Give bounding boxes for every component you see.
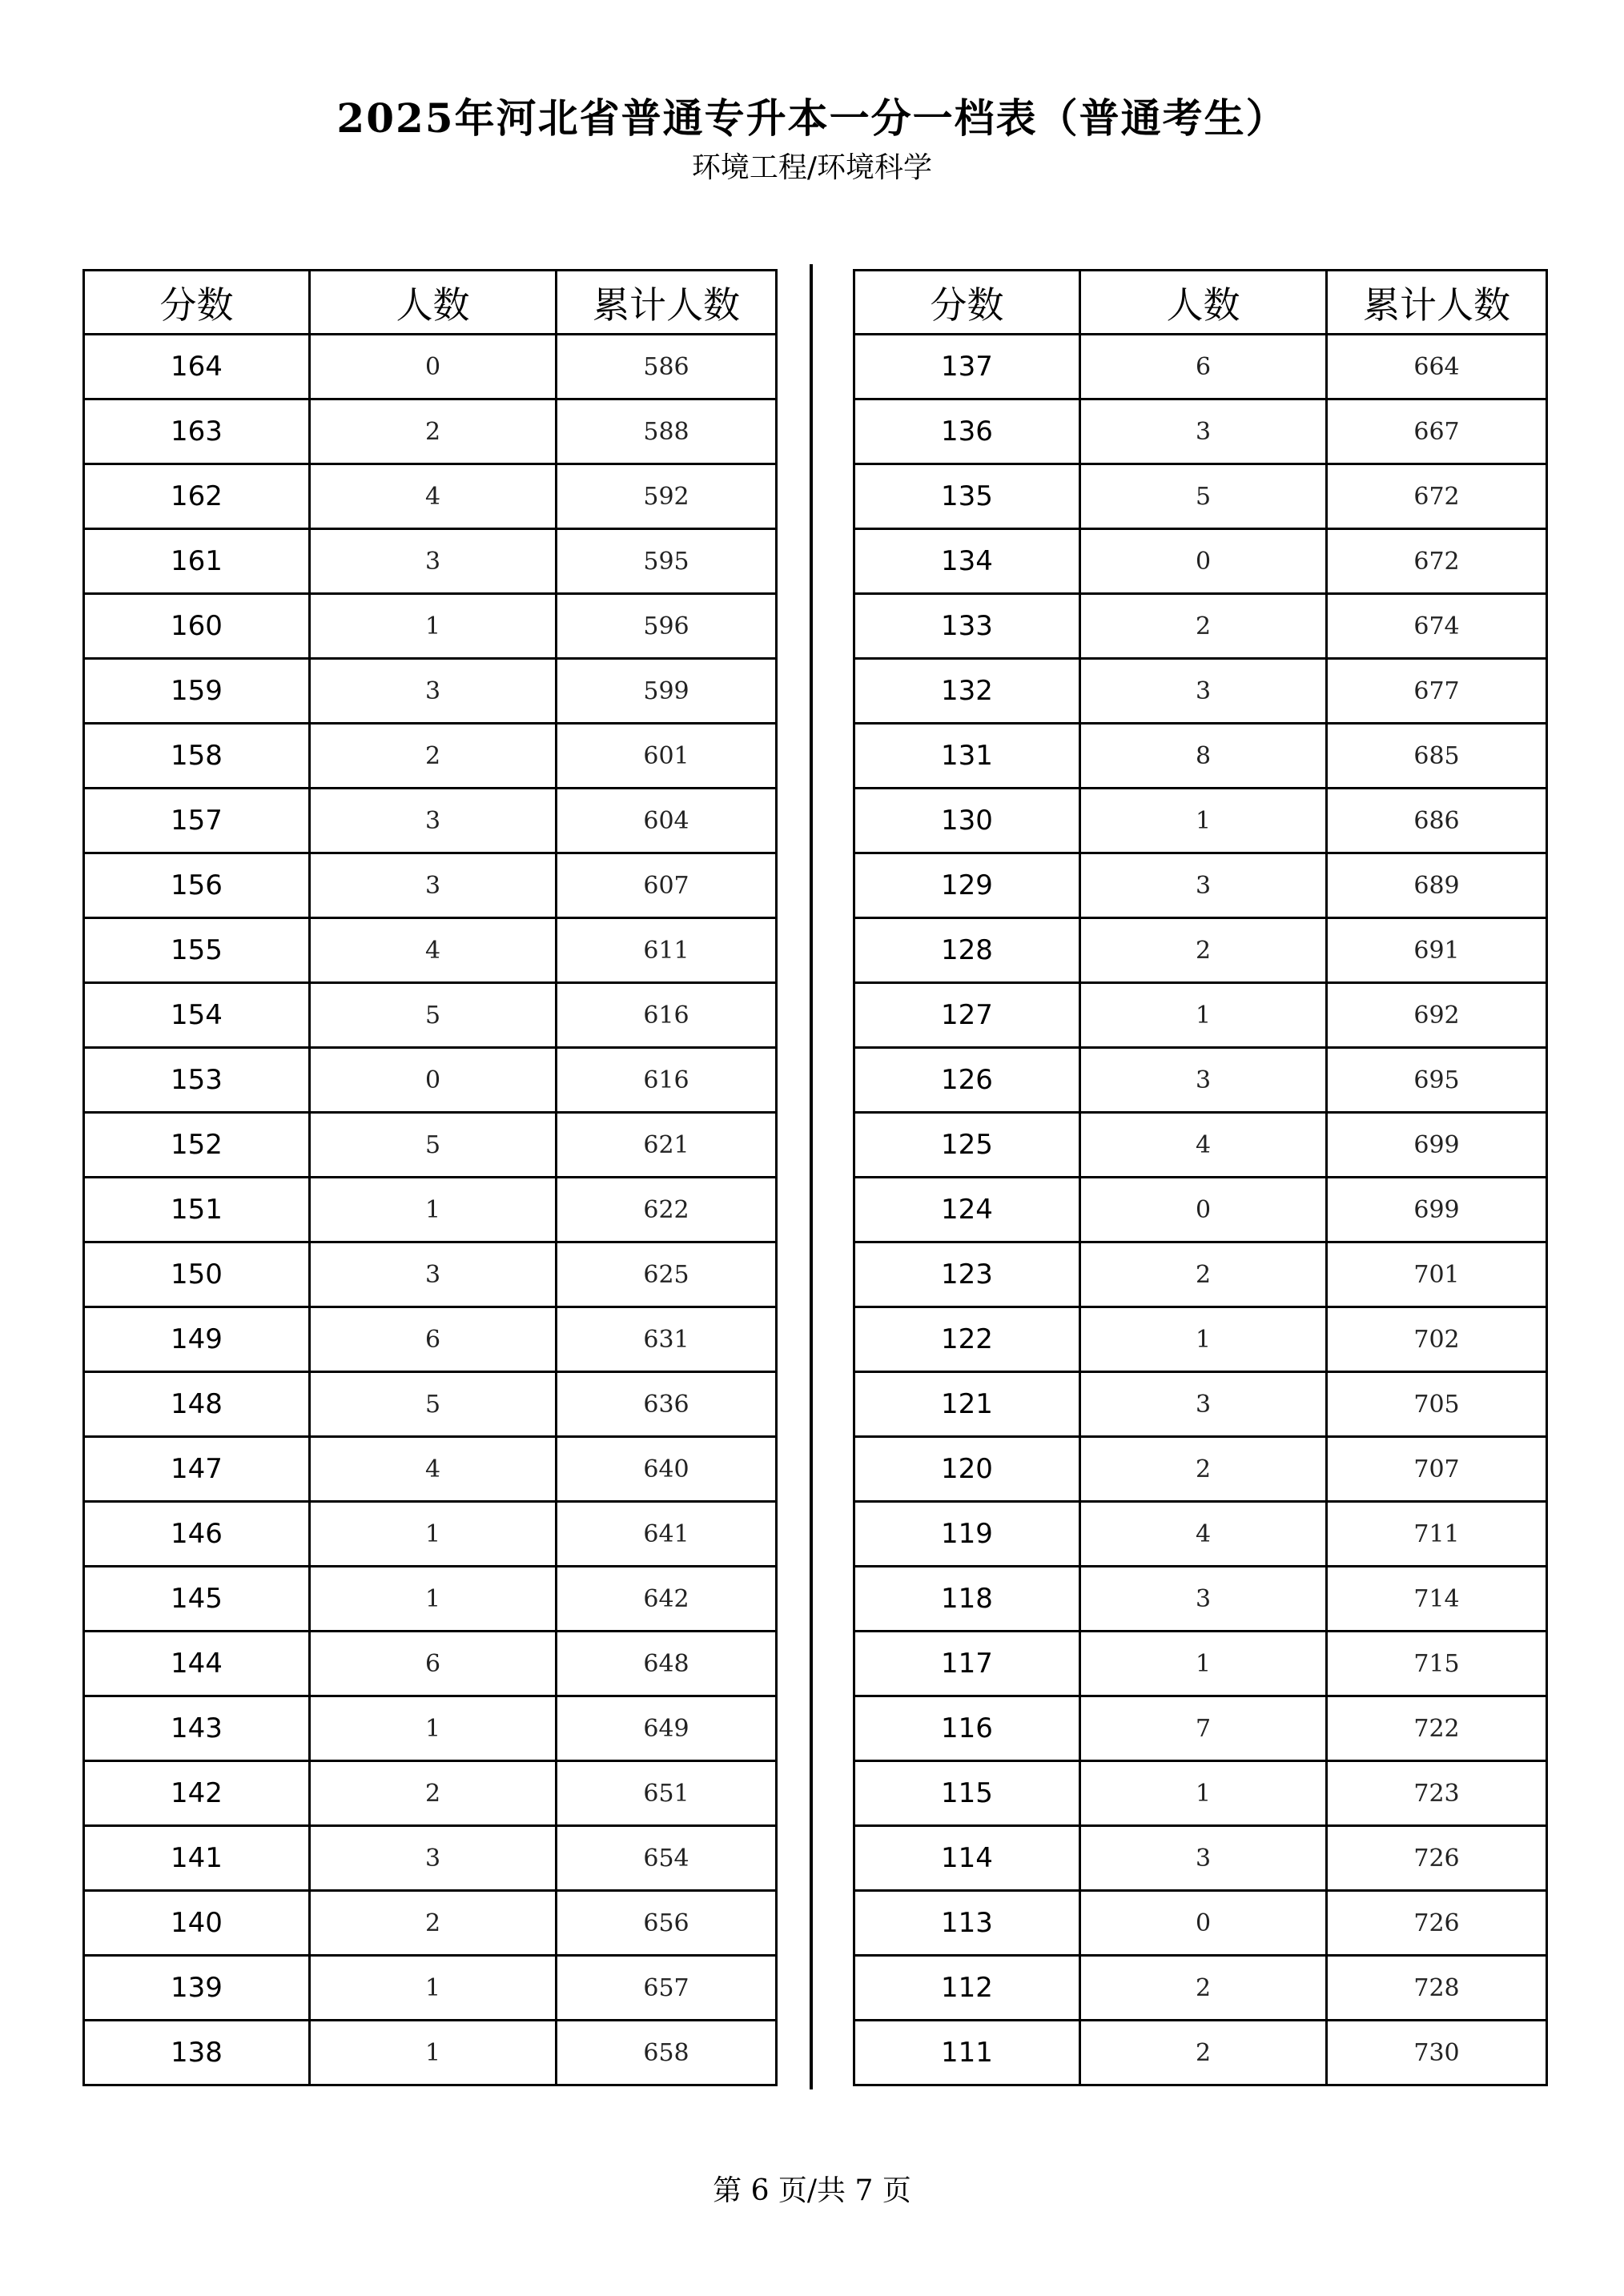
cumulative-cell: 722 — [1327, 1696, 1547, 1761]
cumulative-cell: 695 — [1327, 1048, 1547, 1113]
score-cell: 157 — [84, 789, 310, 853]
table-row — [854, 594, 1547, 659]
cumulative-cell: 730 — [1327, 2021, 1547, 2085]
score-cell: 149 — [84, 1307, 310, 1372]
score-cell: 164 — [84, 335, 310, 399]
score-cell: 135 — [854, 464, 1080, 529]
table-row — [854, 1048, 1547, 1113]
cumulative-cell: 714 — [1327, 1567, 1547, 1632]
count-cell: 2 — [1080, 1242, 1327, 1307]
score-table-left — [82, 269, 778, 2086]
cumulative-cell: 648 — [557, 1632, 777, 1696]
table-row — [84, 1891, 777, 1956]
cumulative-cell: 702 — [1327, 1307, 1547, 1372]
cumulative-cell: 621 — [557, 1113, 777, 1178]
count-cell: 3 — [310, 659, 557, 724]
cumulative-cell: 596 — [557, 594, 777, 659]
count-cell: 3 — [1080, 1826, 1327, 1891]
table-row — [854, 1372, 1547, 1437]
count-cell: 3 — [1080, 399, 1327, 464]
table-row — [854, 789, 1547, 853]
table-row — [84, 1632, 777, 1696]
count-cell: 7 — [1080, 1696, 1327, 1761]
table-row — [84, 335, 777, 399]
score-cell: 136 — [854, 399, 1080, 464]
count-cell: 5 — [310, 1113, 557, 1178]
table-row — [84, 1178, 777, 1242]
count-cell: 0 — [310, 1048, 557, 1113]
score-cell: 146 — [84, 1502, 310, 1567]
table-row — [854, 1761, 1547, 1826]
cumulative-cell: 692 — [1327, 983, 1547, 1048]
table-row — [84, 724, 777, 789]
table-row — [84, 1567, 777, 1632]
table-row — [854, 1891, 1547, 1956]
count-cell: 1 — [1080, 1632, 1327, 1696]
table-row — [84, 594, 777, 659]
table-body-right — [854, 335, 1547, 2085]
count-cell: 2 — [1080, 918, 1327, 983]
score-cell: 156 — [84, 853, 310, 918]
cumulative-cell: 599 — [557, 659, 777, 724]
table-row — [84, 399, 777, 464]
cumulative-cell: 726 — [1327, 1826, 1547, 1891]
table-row — [84, 853, 777, 918]
count-cell: 2 — [1080, 1437, 1327, 1502]
count-cell: 1 — [1080, 1761, 1327, 1826]
header-score: 分数 — [854, 271, 1080, 335]
count-cell: 2 — [310, 1761, 557, 1826]
count-cell: 3 — [310, 1826, 557, 1891]
cumulative-cell: 715 — [1327, 1632, 1547, 1696]
cumulative-cell: 607 — [557, 853, 777, 918]
table-row — [84, 1242, 777, 1307]
score-cell: 163 — [84, 399, 310, 464]
score-cell: 111 — [854, 2021, 1080, 2085]
table-row — [84, 1437, 777, 1502]
score-cell: 134 — [854, 529, 1080, 594]
table-row — [854, 1307, 1547, 1372]
score-cell: 115 — [854, 1761, 1080, 1826]
cumulative-cell: 642 — [557, 1567, 777, 1632]
score-cell: 151 — [84, 1178, 310, 1242]
cumulative-cell: 588 — [557, 399, 777, 464]
score-cell: 138 — [84, 2021, 310, 2085]
cumulative-cell: 707 — [1327, 1437, 1547, 1502]
cumulative-cell: 636 — [557, 1372, 777, 1437]
table-row — [854, 2021, 1547, 2085]
table-row — [854, 1956, 1547, 2021]
score-cell: 133 — [854, 594, 1080, 659]
score-cell: 132 — [854, 659, 1080, 724]
score-cell: 140 — [84, 1891, 310, 1956]
cumulative-cell: 699 — [1327, 1113, 1547, 1178]
cumulative-cell: 711 — [1327, 1502, 1547, 1567]
table-row — [854, 464, 1547, 529]
cumulative-cell: 616 — [557, 1048, 777, 1113]
score-cell: 129 — [854, 853, 1080, 918]
cumulative-cell: 625 — [557, 1242, 777, 1307]
count-cell: 1 — [310, 1956, 557, 2021]
table-row — [854, 1437, 1547, 1502]
count-cell: 3 — [1080, 1372, 1327, 1437]
table-row — [854, 1242, 1547, 1307]
score-cell: 113 — [854, 1891, 1080, 1956]
table-row — [84, 1307, 777, 1372]
count-cell: 2 — [310, 724, 557, 789]
cumulative-cell: 631 — [557, 1307, 777, 1372]
cumulative-cell: 689 — [1327, 853, 1547, 918]
score-cell: 148 — [84, 1372, 310, 1437]
cumulative-cell: 674 — [1327, 594, 1547, 659]
table-row — [854, 1113, 1547, 1178]
count-cell: 1 — [310, 1567, 557, 1632]
page-footer: 第 6 页/共 7 页 — [713, 2174, 911, 2207]
cumulative-cell: 685 — [1327, 724, 1547, 789]
cumulative-cell: 654 — [557, 1826, 777, 1891]
cumulative-cell: 595 — [557, 529, 777, 594]
score-cell: 160 — [84, 594, 310, 659]
table-row — [854, 529, 1547, 594]
cumulative-cell: 667 — [1327, 399, 1547, 464]
table-header-row — [84, 271, 777, 335]
column-divider — [810, 264, 813, 2089]
cumulative-cell: 691 — [1327, 918, 1547, 983]
score-cell: 158 — [84, 724, 310, 789]
cumulative-cell: 699 — [1327, 1178, 1547, 1242]
cumulative-cell: 728 — [1327, 1956, 1547, 2021]
table-row — [84, 983, 777, 1048]
count-cell: 8 — [1080, 724, 1327, 789]
score-cell: 143 — [84, 1696, 310, 1761]
cumulative-cell: 658 — [557, 2021, 777, 2085]
table-row — [84, 659, 777, 724]
header-cumulative: 累计人数 — [1327, 271, 1547, 335]
score-cell: 152 — [84, 1113, 310, 1178]
table-row — [854, 1826, 1547, 1891]
score-cell: 117 — [854, 1632, 1080, 1696]
header-cumulative: 累计人数 — [557, 271, 777, 335]
table-row — [854, 918, 1547, 983]
score-cell: 125 — [854, 1113, 1080, 1178]
table-row — [84, 1113, 777, 1178]
score-table-right — [853, 269, 1548, 2086]
count-cell: 2 — [310, 399, 557, 464]
table-row — [854, 659, 1547, 724]
cumulative-cell: 640 — [557, 1437, 777, 1502]
cumulative-cell: 586 — [557, 335, 777, 399]
count-cell: 1 — [1080, 1307, 1327, 1372]
count-cell: 3 — [1080, 853, 1327, 918]
cumulative-cell: 701 — [1327, 1242, 1547, 1307]
page-subtitle: 环境工程/环境科学 — [691, 151, 933, 184]
count-cell: 5 — [1080, 464, 1327, 529]
header-count: 人数 — [1080, 271, 1327, 335]
table-row — [84, 1826, 777, 1891]
count-cell: 4 — [1080, 1502, 1327, 1567]
count-cell: 4 — [310, 464, 557, 529]
table-row — [854, 1567, 1547, 1632]
score-cell: 121 — [854, 1372, 1080, 1437]
score-cell: 154 — [84, 983, 310, 1048]
score-cell: 120 — [854, 1437, 1080, 1502]
table-row — [854, 1632, 1547, 1696]
cumulative-cell: 592 — [557, 464, 777, 529]
count-cell: 3 — [1080, 1567, 1327, 1632]
score-cell: 130 — [854, 789, 1080, 853]
cumulative-cell: 611 — [557, 918, 777, 983]
count-cell: 3 — [310, 529, 557, 594]
cumulative-cell: 672 — [1327, 464, 1547, 529]
count-cell: 0 — [1080, 1178, 1327, 1242]
cumulative-cell: 726 — [1327, 1891, 1547, 1956]
page-title: 2025年河北省普通专升本一分一档表（普通考生） — [336, 94, 1288, 142]
table-row — [84, 789, 777, 853]
cumulative-cell: 672 — [1327, 529, 1547, 594]
cumulative-cell: 604 — [557, 789, 777, 853]
cumulative-cell: 657 — [557, 1956, 777, 2021]
score-cell: 114 — [854, 1826, 1080, 1891]
score-cell: 127 — [854, 983, 1080, 1048]
score-cell: 116 — [854, 1696, 1080, 1761]
score-cell: 131 — [854, 724, 1080, 789]
score-cell: 159 — [84, 659, 310, 724]
cumulative-cell: 723 — [1327, 1761, 1547, 1826]
count-cell: 3 — [310, 1242, 557, 1307]
count-cell: 5 — [310, 1372, 557, 1437]
score-cell: 153 — [84, 1048, 310, 1113]
score-cell: 137 — [854, 335, 1080, 399]
count-cell: 1 — [1080, 983, 1327, 1048]
score-cell: 145 — [84, 1567, 310, 1632]
table-row — [84, 1956, 777, 2021]
score-cell: 122 — [854, 1307, 1080, 1372]
cumulative-cell: 656 — [557, 1891, 777, 1956]
count-cell: 1 — [310, 594, 557, 659]
score-cell: 150 — [84, 1242, 310, 1307]
table-row — [84, 1696, 777, 1761]
count-cell: 2 — [310, 1891, 557, 1956]
cumulative-cell: 641 — [557, 1502, 777, 1567]
count-cell: 6 — [310, 1632, 557, 1696]
cumulative-cell: 649 — [557, 1696, 777, 1761]
count-cell: 1 — [1080, 789, 1327, 853]
cumulative-cell: 677 — [1327, 659, 1547, 724]
score-cell: 128 — [854, 918, 1080, 983]
score-cell: 161 — [84, 529, 310, 594]
count-cell: 3 — [310, 789, 557, 853]
score-cell: 139 — [84, 1956, 310, 2021]
score-cell: 124 — [854, 1178, 1080, 1242]
table-row — [84, 918, 777, 983]
score-cell: 123 — [854, 1242, 1080, 1307]
cumulative-cell: 686 — [1327, 789, 1547, 853]
count-cell: 1 — [310, 1502, 557, 1567]
count-cell: 4 — [310, 918, 557, 983]
table-header-row — [854, 271, 1547, 335]
table-row — [84, 529, 777, 594]
header-score: 分数 — [84, 271, 310, 335]
table-body-left — [84, 335, 777, 2085]
count-cell: 3 — [1080, 1048, 1327, 1113]
table-row — [84, 1048, 777, 1113]
score-cell: 141 — [84, 1826, 310, 1891]
table-row — [854, 399, 1547, 464]
cumulative-cell: 601 — [557, 724, 777, 789]
score-cell: 147 — [84, 1437, 310, 1502]
score-cell: 112 — [854, 1956, 1080, 2021]
table-row — [854, 853, 1547, 918]
score-cell: 155 — [84, 918, 310, 983]
count-cell: 1 — [310, 1178, 557, 1242]
score-cell: 126 — [854, 1048, 1080, 1113]
count-cell: 1 — [310, 2021, 557, 2085]
count-cell: 2 — [1080, 594, 1327, 659]
count-cell: 3 — [310, 853, 557, 918]
count-cell: 3 — [1080, 659, 1327, 724]
table-row — [854, 724, 1547, 789]
table-row — [854, 1696, 1547, 1761]
table-row — [84, 1502, 777, 1567]
table-row — [84, 464, 777, 529]
cumulative-cell: 664 — [1327, 335, 1547, 399]
score-cell: 162 — [84, 464, 310, 529]
table-row — [854, 1178, 1547, 1242]
table-row — [854, 335, 1547, 399]
count-cell: 6 — [1080, 335, 1327, 399]
count-cell: 1 — [310, 1696, 557, 1761]
count-cell: 5 — [310, 983, 557, 1048]
count-cell: 0 — [1080, 1891, 1327, 1956]
cumulative-cell: 651 — [557, 1761, 777, 1826]
count-cell: 6 — [310, 1307, 557, 1372]
table-row — [854, 1502, 1547, 1567]
score-cell: 144 — [84, 1632, 310, 1696]
cumulative-cell: 622 — [557, 1178, 777, 1242]
cumulative-cell: 705 — [1327, 1372, 1547, 1437]
table-row — [84, 2021, 777, 2085]
table-row — [84, 1372, 777, 1437]
table-row — [84, 1761, 777, 1826]
count-cell: 2 — [1080, 2021, 1327, 2085]
count-cell: 2 — [1080, 1956, 1327, 2021]
count-cell: 4 — [310, 1437, 557, 1502]
count-cell: 4 — [1080, 1113, 1327, 1178]
header-count: 人数 — [310, 271, 557, 335]
score-cell: 118 — [854, 1567, 1080, 1632]
score-cell: 119 — [854, 1502, 1080, 1567]
table-row — [854, 983, 1547, 1048]
score-cell: 142 — [84, 1761, 310, 1826]
cumulative-cell: 616 — [557, 983, 777, 1048]
count-cell: 0 — [310, 335, 557, 399]
count-cell: 0 — [1080, 529, 1327, 594]
